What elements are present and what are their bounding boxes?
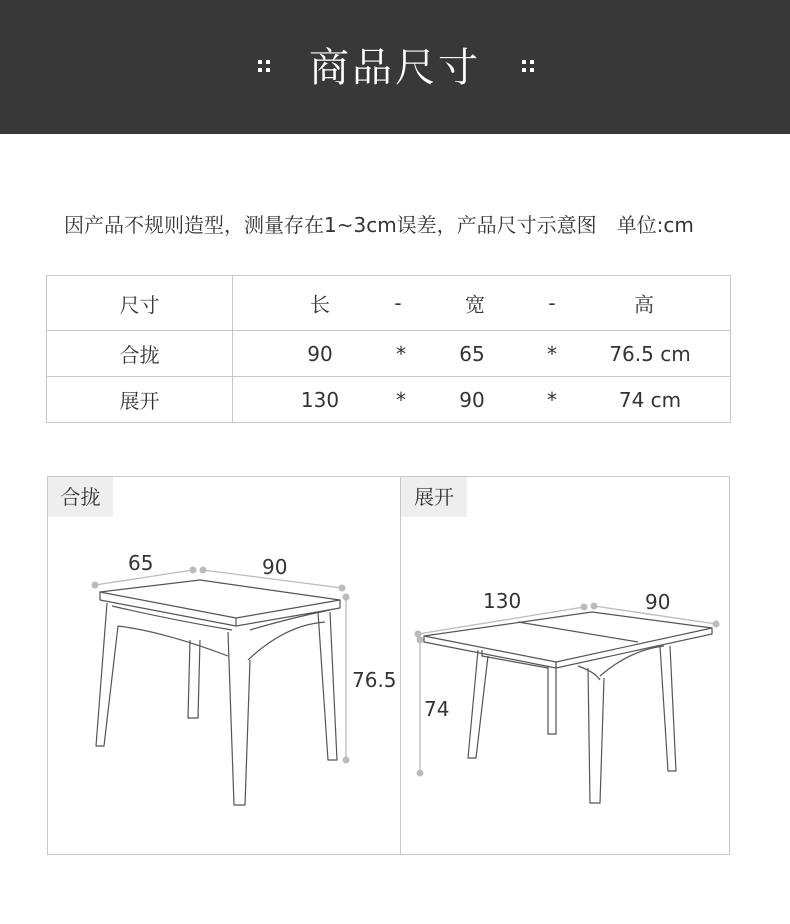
cell-length: 130 xyxy=(300,387,340,412)
page-title: 商品尺寸 xyxy=(309,45,481,91)
cell-width: 90 xyxy=(459,387,485,412)
col-width: 宽 xyxy=(465,292,485,317)
open-height-label: 74 xyxy=(424,697,450,721)
open-table-drawing xyxy=(415,603,720,804)
tag-open: 展开 xyxy=(401,477,467,517)
cell-times: * xyxy=(547,341,557,366)
cell-height: 74 cm xyxy=(618,387,682,412)
open-length-label: 130 xyxy=(483,589,522,613)
unit-text: 单位:cm xyxy=(616,213,694,237)
col-sep-1: - xyxy=(394,291,402,315)
row-label-open: 展开 xyxy=(47,377,233,423)
tag-closed: 合拢 xyxy=(48,477,113,517)
closed-height-label: 76.5 xyxy=(352,668,397,692)
closed-table-drawing xyxy=(92,567,350,806)
col-sep-2: - xyxy=(548,291,556,315)
cell-times: * xyxy=(547,387,557,412)
open-depth-label: 90 xyxy=(645,590,671,614)
cell-times: * xyxy=(396,387,406,412)
cell-length: 90 xyxy=(307,341,333,366)
cell-height: 76.5 cm xyxy=(609,341,691,366)
closed-depth-label: 65 xyxy=(128,551,154,575)
open-dimension-dots xyxy=(415,603,720,777)
row-label-closed: 合拢 xyxy=(47,331,233,377)
table-header-label: 尺寸 xyxy=(47,276,233,331)
cell-times: * xyxy=(396,341,406,366)
note-text: 因产品不规则造型，测量存在1~3cm误差，产品尺寸示意图 xyxy=(64,213,597,237)
cell-width: 65 xyxy=(459,341,485,366)
col-length: 长 xyxy=(310,292,330,317)
col-height: 高 xyxy=(634,292,654,317)
closed-length-label: 90 xyxy=(262,555,288,579)
